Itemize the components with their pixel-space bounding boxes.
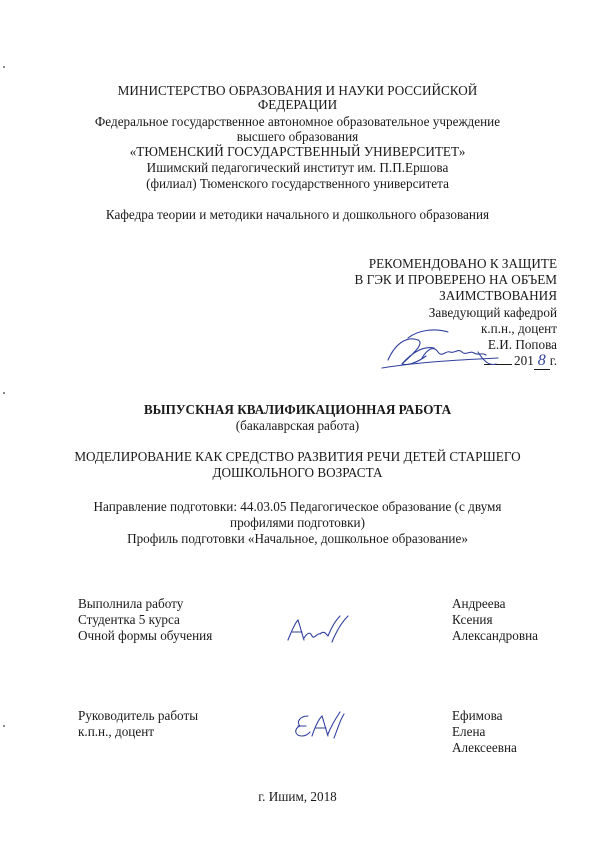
- scan-mark: [3, 725, 5, 727]
- approval-line-3: ЗАИМСТВОВАНИЯ: [439, 288, 557, 303]
- supervisor-signature-icon: [290, 708, 346, 744]
- approval-date-prefix: 201: [514, 353, 534, 368]
- institution-line-1: Федеральное государственное автономное образовательное учреждение: [94, 114, 501, 129]
- scan-mark: [3, 66, 5, 68]
- approval-date-handwritten: 8: [534, 352, 550, 370]
- student-name-1: Андреева: [452, 596, 506, 611]
- approval-line-1: РЕКОМЕНДОВАНО К ЗАЩИТЕ: [368, 256, 557, 271]
- student-label-1: Выполнила работу: [78, 596, 184, 611]
- university-name: «ТЮМЕНСКИЙ ГОСУДАРСТВЕННЫЙ УНИВЕРСИТЕТ»: [129, 144, 466, 159]
- supervisor-name-2: Елена: [452, 724, 486, 739]
- student-signature-icon: [284, 612, 354, 648]
- institute-line-1: Ишимский педагогический институт им. П.П.Ершова: [146, 160, 449, 175]
- direction-line-1: Направление подготовки: 44.03.05 Педагогическое образование (с двумя: [93, 499, 502, 514]
- profile-line: Профиль подготовки «Начальное, дошкольное образование»: [127, 531, 468, 546]
- topic-line-2: ДОШКОЛЬНОГО ВОЗРАСТА: [212, 465, 383, 480]
- scan-mark: [3, 392, 5, 394]
- approval-line-2: В ГЭК И ПРОВЕРЕНО НА ОБЪЕМ: [354, 272, 557, 287]
- supervisor-name-3: Алексеевна: [452, 740, 517, 755]
- work-subtype: (бакалаврская работа): [235, 418, 360, 433]
- department-name: Кафедра теории и методики начального и дошкольного образования: [105, 207, 490, 222]
- institute-line-2: (филиал) Тюменского государственного университета: [146, 176, 449, 191]
- ministry-line-2: ФЕДЕРАЦИИ: [257, 97, 338, 112]
- supervisor-name-1: Ефимова: [452, 708, 503, 723]
- work-type: ВЫПУСКНАЯ КВАЛИФИКАЦИОННАЯ РАБОТА: [143, 402, 452, 417]
- approval-line-4: Заведующий кафедрой: [428, 305, 557, 320]
- approval-line-5: к.п.н., доцент: [480, 321, 557, 336]
- student-name-3: Александровна: [452, 628, 538, 643]
- approval-line-6: Е.И. Попова: [487, 337, 557, 352]
- city-year: г. Ишим, 2018: [258, 789, 337, 804]
- ministry-line-1: МИНИСТЕРСТВО ОБРАЗОВАНИЯ И НАУКИ РОССИЙСКОЙ: [117, 83, 478, 98]
- topic-line-1: МОДЕЛИРОВАНИЕ КАК СРЕДСТВО РАЗВИТИЯ РЕЧИ ДЕТЕЙ СТАРШЕГО: [74, 449, 521, 464]
- head-signature-icon: [378, 322, 528, 378]
- student-label-2: Студентка 5 курса: [78, 612, 180, 627]
- direction-line-2: профилями подготовки): [230, 515, 365, 530]
- supervisor-label-1: Руководитель работы: [78, 708, 199, 723]
- institution-line-2: высшего образования: [236, 129, 359, 144]
- student-name-2: Ксения: [452, 612, 493, 627]
- supervisor-label-2: к.п.н., доцент: [78, 724, 155, 739]
- student-label-3: Очной формы обучения: [78, 628, 213, 643]
- approval-date-suffix: г.: [549, 353, 557, 368]
